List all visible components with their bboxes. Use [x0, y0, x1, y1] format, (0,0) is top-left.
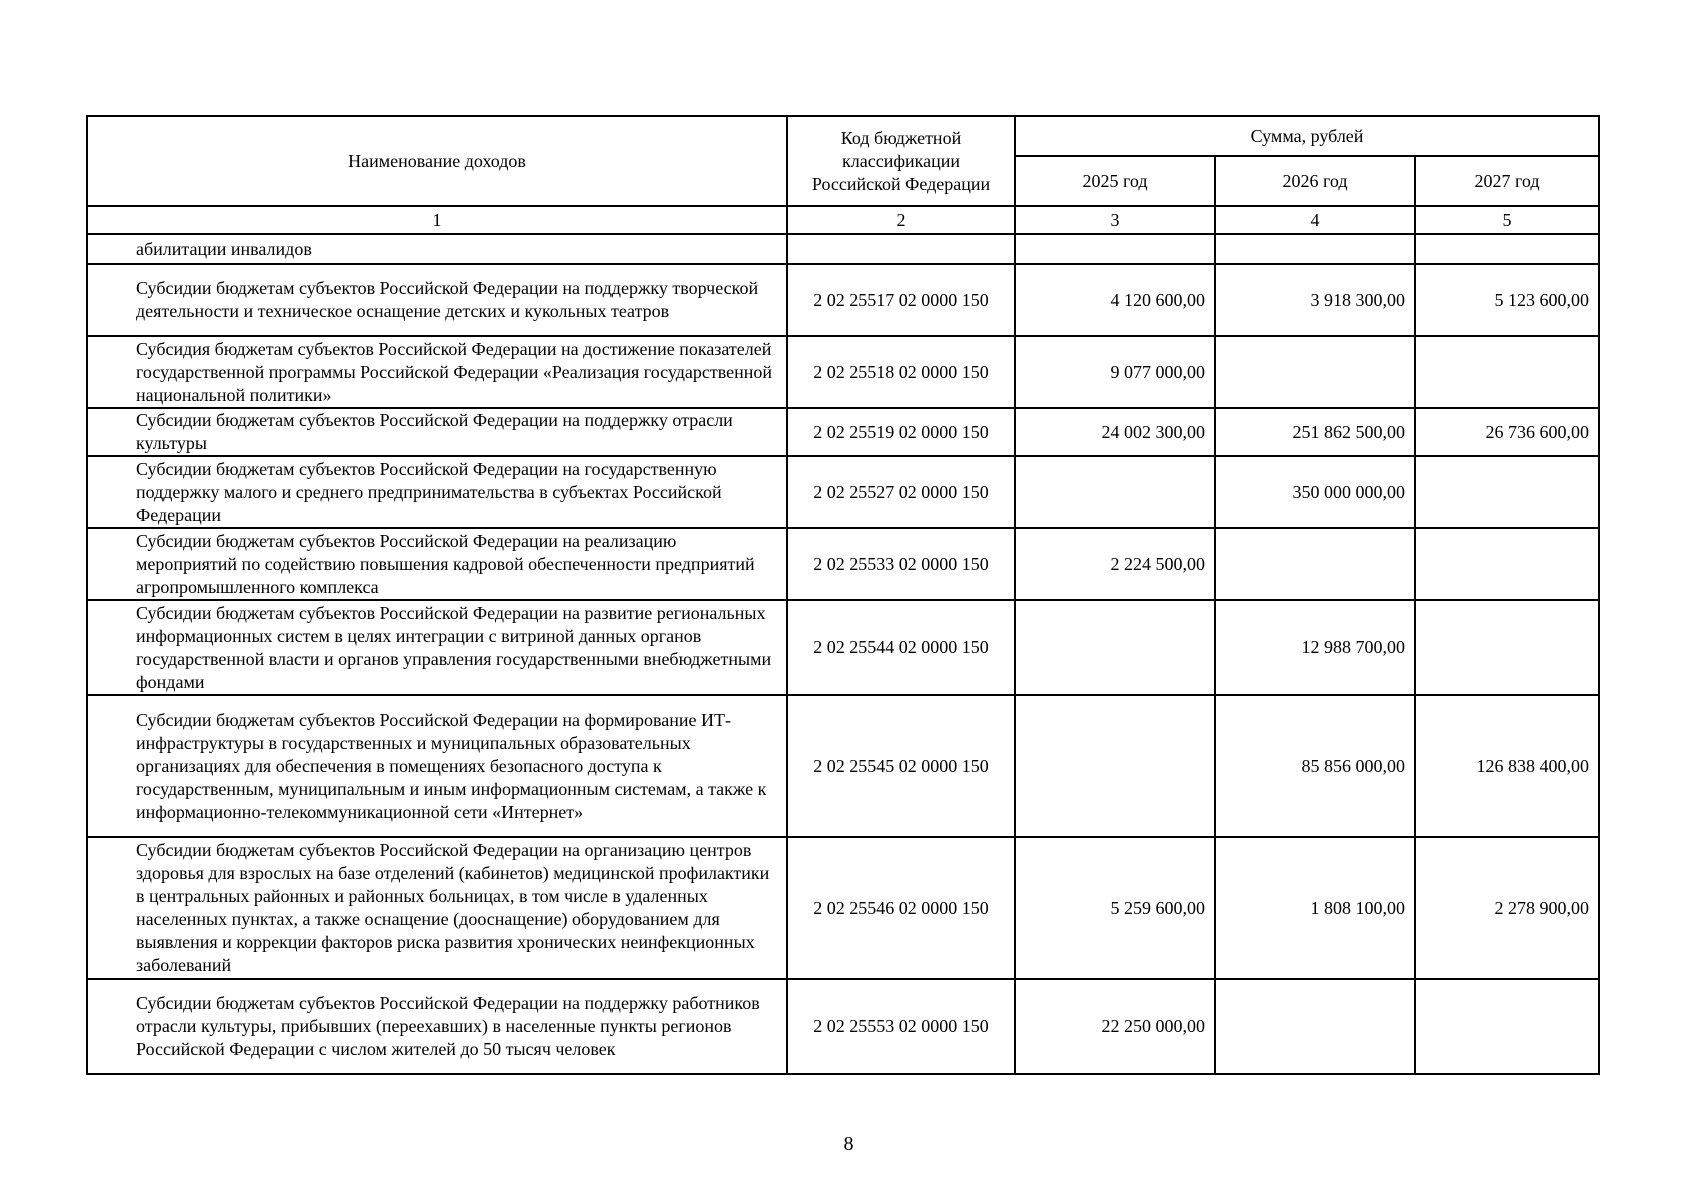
income-name-cell: Субсидии бюджетам субъектов Российской Федерации на формирование ИТ-инфраструктуры в государственных и муниципальных образовательных организациях для обеспечения в помещениях безопасного доступа к государственным, муниципальным и иным информационным системам, а также к информационно-телекоммуникационной сети «Интернет» — [87, 695, 787, 837]
amount-2026-cell — [1215, 528, 1415, 600]
header-year-2026: 2026 год — [1215, 156, 1415, 206]
amount-2025-cell: 9 077 000,00 — [1015, 336, 1215, 408]
amount-2027-cell — [1415, 979, 1599, 1074]
table-row — [87, 234, 1599, 264]
budget-code-cell: 2 02 25545 02 0000 150 — [787, 695, 1015, 837]
budget-code-cell: 2 02 25519 02 0000 150 — [787, 408, 1015, 456]
table-header — [87, 116, 1599, 206]
amount-2026-cell: 251 862 500,00 — [1215, 408, 1415, 456]
amount-2025-cell: 2 224 500,00 — [1015, 528, 1215, 600]
income-name-cell: Субсидии бюджетам субъектов Российской Федерации на реализацию мероприятий по содействию повышения кадровой обеспеченности предприятий агропромышленного комплекса — [87, 528, 787, 600]
amount-2026-cell — [1215, 234, 1415, 264]
amount-2027-cell — [1415, 528, 1599, 600]
income-name-cell: Субсидии бюджетам субъектов Российской Федерации на развитие региональных информационных систем в целях интеграции с витриной данных органов государственной власти и органов управления государственными внебюджетными фондами — [87, 600, 787, 695]
amount-2027-cell — [1415, 600, 1599, 695]
amount-2026-cell — [1215, 979, 1415, 1074]
amount-2027-cell: 126 838 400,00 — [1415, 695, 1599, 837]
table-row — [87, 528, 1599, 600]
amount-2026-cell: 85 856 000,00 — [1215, 695, 1415, 837]
header-year-2025: 2025 год — [1015, 156, 1215, 206]
header-year-2027: 2027 год — [1415, 156, 1599, 206]
column-number: 4 — [1215, 206, 1415, 234]
amount-2027-cell — [1415, 234, 1599, 264]
column-number: 5 — [1415, 206, 1599, 234]
page-number: 8 — [843, 1133, 854, 1155]
budget-code-cell: 2 02 25546 02 0000 150 — [787, 837, 1015, 979]
amount-2027-cell: 2 278 900,00 — [1415, 837, 1599, 979]
budget-code-cell: 2 02 25517 02 0000 150 — [787, 264, 1015, 336]
header-amount: Сумма, рублей — [1015, 116, 1599, 156]
header-budget-code: Код бюджетной классификации Российской Федерации — [787, 116, 1015, 206]
budget-code-cell — [787, 234, 1015, 264]
amount-2025-cell: 4 120 600,00 — [1015, 264, 1215, 336]
budget-code-cell: 2 02 25518 02 0000 150 — [787, 336, 1015, 408]
amount-2025-cell: 24 002 300,00 — [1015, 408, 1215, 456]
table-row — [87, 408, 1599, 456]
income-name-cell: Субсидии бюджетам субъектов Российской Федерации на поддержку отрасли культуры — [87, 408, 787, 456]
budget-code-cell: 2 02 25544 02 0000 150 — [787, 600, 1015, 695]
table-row — [87, 264, 1599, 336]
amount-2027-cell — [1415, 336, 1599, 408]
table-row — [87, 837, 1599, 979]
amount-2026-cell: 12 988 700,00 — [1215, 600, 1415, 695]
amount-2027-cell: 5 123 600,00 — [1415, 264, 1599, 336]
income-name-cell: Субсидии бюджетам субъектов Российской Федерации на поддержку творческой деятельности и техническое оснащение детских и кукольных театров — [87, 264, 787, 336]
header-income-name: Наименование доходов — [87, 116, 787, 206]
column-number: 2 — [787, 206, 1015, 234]
revenue-table — [86, 115, 1600, 1075]
amount-2025-cell: 22 250 000,00 — [1015, 979, 1215, 1074]
income-name-cell: абилитации инвалидов — [87, 234, 787, 264]
table-body — [87, 206, 1599, 1074]
table-row — [87, 695, 1599, 837]
table-row — [87, 336, 1599, 408]
table-row — [87, 456, 1599, 528]
amount-2025-cell — [1015, 234, 1215, 264]
amount-2026-cell: 3 918 300,00 — [1215, 264, 1415, 336]
budget-code-cell: 2 02 25553 02 0000 150 — [787, 979, 1015, 1074]
amount-2025-cell: 5 259 600,00 — [1015, 837, 1215, 979]
amount-2027-cell — [1415, 456, 1599, 528]
amount-2026-cell: 350 000 000,00 — [1215, 456, 1415, 528]
column-number: 3 — [1015, 206, 1215, 234]
income-name-cell: Субсидии бюджетам субъектов Российской Федерации на организацию центров здоровья для взрослых на базе отделений (кабинетов) медицинской профилактики в центральных районных и районных больницах, в том числе в удаленных населенных пунктах, а также оснащение (дооснащение) оборудованием для выявления и коррекции факторов риска развития хронических неинфекционных заболеваний — [87, 837, 787, 979]
table-row — [87, 600, 1599, 695]
amount-2025-cell — [1015, 695, 1215, 837]
amount-2026-cell — [1215, 336, 1415, 408]
budget-code-cell: 2 02 25527 02 0000 150 — [787, 456, 1015, 528]
amount-2025-cell — [1015, 456, 1215, 528]
income-name-cell: Субсидии бюджетам субъектов Российской Федерации на поддержку работников отрасли культуры, прибывших (переехавших) в населенные пункты регионов Российской Федерации с числом жителей до 50 тысяч человек — [87, 979, 787, 1074]
amount-2025-cell — [1015, 600, 1215, 695]
amount-2027-cell: 26 736 600,00 — [1415, 408, 1599, 456]
amount-2026-cell: 1 808 100,00 — [1215, 837, 1415, 979]
column-number-row — [87, 206, 1599, 234]
column-number: 1 — [87, 206, 787, 234]
budget-code-cell: 2 02 25533 02 0000 150 — [787, 528, 1015, 600]
table-row — [87, 979, 1599, 1074]
income-name-cell: Субсидии бюджетам субъектов Российской Федерации на государственную поддержку малого и среднего предпринимательства в субъектах Российской Федерации — [87, 456, 787, 528]
income-name-cell: Субсидия бюджетам субъектов Российской Федерации на достижение показателей государственной программы Российской Федерации «Реализация государственной национальной политики» — [87, 336, 787, 408]
